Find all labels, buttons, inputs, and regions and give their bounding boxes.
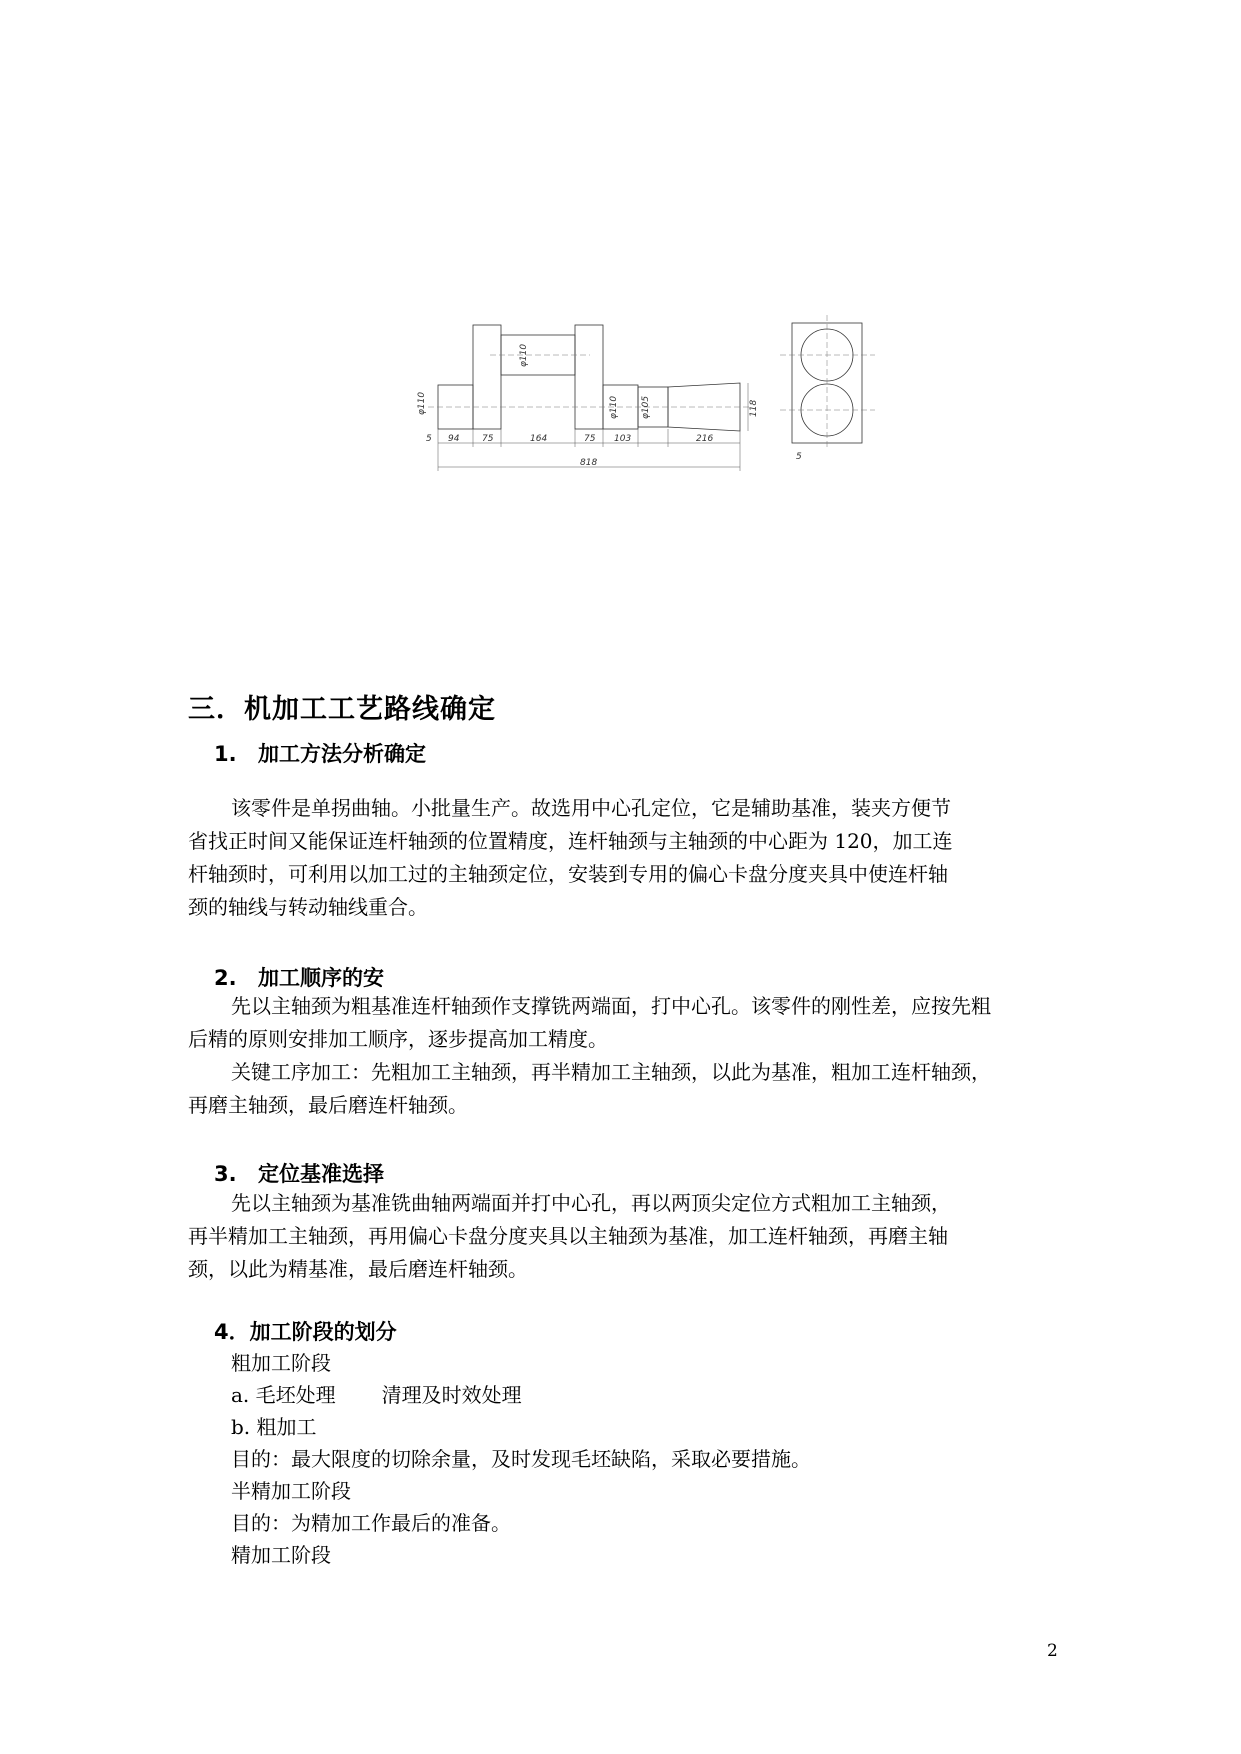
subsection-1-number: 1. <box>214 742 237 766</box>
dim-5-left: 5 <box>426 434 432 444</box>
dim-75a: 75 <box>482 434 494 444</box>
left-crank-web <box>473 325 501 429</box>
paragraph-line: 杆轴颈时，可利用以加工过的主轴颈定位，安装到专用的偏心卡盘分度夹具中使连杆轴 <box>188 862 948 886</box>
subsection-2-paragraph <box>188 990 1058 1122</box>
subsection-1-paragraph <box>188 792 1058 924</box>
page-number: 2 <box>1047 1641 1058 1661</box>
paragraph-line: 先以主轴颈为基准铣曲轴两端面并打中心孔，再以两顶尖定位方式粗加工主轴颈， <box>231 1191 951 1215</box>
purpose-2: 目的：为精加工作最后的准备。 <box>231 1511 511 1535</box>
item-a <box>231 1379 522 1411</box>
dim-118: 118 <box>749 399 759 417</box>
subsection-3-title: 定位基准选择 <box>258 1162 384 1186</box>
crankshaft-drawing <box>417 315 920 495</box>
item-b: b. 粗加工 <box>231 1415 317 1439</box>
paragraph-line: 省找正时间又能保证连杆轴颈的位置精度，连杆轴颈与主轴颈的中心距为 120，加工连 <box>188 829 953 853</box>
dim-164: 164 <box>530 434 548 444</box>
subsection-2-number: 2. <box>214 966 237 990</box>
right-crank-web <box>575 325 603 429</box>
paragraph-line: 该零件是单拐曲轴。小批量生产。故选用中心孔定位，它是辅助基准，装夹方便节 <box>231 796 951 820</box>
paragraph-line: 再半精加工主轴颈，再用偏心卡盘分度夹具以主轴颈为基准，加工连杆轴颈，再磨主轴 <box>188 1224 948 1248</box>
paragraph-line: 关键工序加工：先粗加工主轴颈，再半精加工主轴颈，以此为基准，粗加工连杆轴颈， <box>231 1060 991 1084</box>
paragraph-line: 先以主轴颈为粗基准连杆轴颈作支撑铣两端面，打中心孔。该零件的刚性差，应按先粗 <box>231 994 991 1018</box>
item-a-detail: 清理及时效处理 <box>381 1383 522 1407</box>
dim-d105: φ105 <box>641 395 651 419</box>
subsection-2-heading <box>214 962 384 992</box>
dim-5-right: 5 <box>796 452 802 462</box>
paragraph-line: 颈的轴线与转动轴线重合。 <box>188 895 428 919</box>
dim-94: 94 <box>448 434 460 444</box>
crankshaft-drawing-svg <box>417 315 920 495</box>
dim-818: 818 <box>580 458 598 468</box>
subsection-3-number: 3. <box>214 1162 237 1186</box>
item-a-label: a. 毛坯处理 <box>231 1383 336 1407</box>
paragraph-line: 颈，以此为精基准，最后磨连杆轴颈。 <box>188 1257 528 1281</box>
section-title: 三．机加工工艺路线确定 <box>188 694 496 725</box>
finish-stage-label: 精加工阶段 <box>231 1543 331 1567</box>
dim-103: 103 <box>614 434 632 444</box>
dim-216: 216 <box>696 434 714 444</box>
paragraph-line: 后精的原则安排加工顺序，逐步提高加工精度。 <box>188 1027 608 1051</box>
paragraph-line: 再磨主轴颈，最后磨连杆轴颈。 <box>188 1093 468 1117</box>
dim-d110-mid: φ110 <box>609 395 619 419</box>
subsection-4-heading: 4．加工阶段的划分 <box>214 1320 397 1344</box>
dim-d110-web: φ110 <box>519 343 529 367</box>
subsection-3-heading <box>214 1158 384 1188</box>
rough-stage-label: 粗加工阶段 <box>231 1351 331 1375</box>
subsection-1-title: 加工方法分析确定 <box>258 742 426 766</box>
subsection-1-heading <box>214 738 426 768</box>
dim-75b: 75 <box>584 434 596 444</box>
subsection-2-title: 加工顺序的安 <box>258 966 384 990</box>
subsection-3-paragraph <box>188 1187 1058 1286</box>
dim-d110-left: φ110 <box>417 391 427 415</box>
semi-finish-stage-label: 半精加工阶段 <box>231 1479 351 1503</box>
purpose-1: 目的：最大限度的切除余量，及时发现毛坯缺陷，采取必要措施。 <box>231 1447 811 1471</box>
